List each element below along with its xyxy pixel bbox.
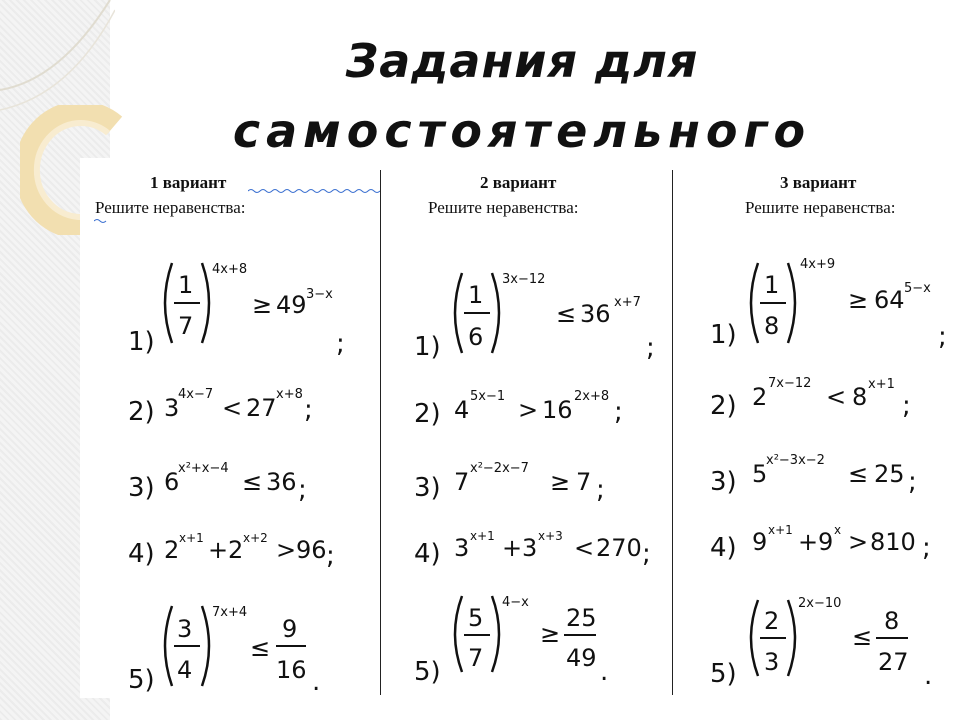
exponent: x+7 (614, 295, 641, 310)
task-number: 1) (128, 327, 155, 357)
base: 2 (752, 383, 768, 411)
task-number: 1) (414, 332, 441, 362)
relation-sign: ≥ (252, 291, 273, 319)
exponent: 4x+8 (212, 262, 248, 277)
base: 2 (164, 536, 180, 564)
exponent: x²+x−4 (178, 461, 229, 476)
fraction-denominator: 3 (764, 648, 780, 676)
fraction-numerator: 25 (566, 604, 597, 632)
terminator: ; (938, 322, 947, 352)
page-title-line-1: Задания для (345, 34, 699, 88)
fraction-denominator: 8 (764, 312, 780, 340)
terminator: ; (908, 467, 917, 497)
task-number: 2) (414, 399, 441, 429)
variant-2-tasks (414, 272, 655, 687)
exponent: 7x+4 (212, 605, 248, 620)
fraction-numerator: 1 (764, 271, 780, 299)
task-number: 1) (710, 320, 737, 350)
terminator: ; (596, 475, 605, 505)
left-paren (165, 263, 172, 343)
fraction-numerator: 2 (764, 607, 780, 635)
variant-1-heading: 1 вариант (150, 173, 227, 192)
task-number: 3) (128, 473, 155, 503)
left-paren (751, 263, 758, 343)
exponent: 3x−12 (502, 272, 546, 287)
right-hand-side: 810 (870, 528, 916, 556)
exponent: 4x−7 (178, 387, 214, 402)
relation-sign: > (276, 536, 297, 564)
task-number: 2) (128, 397, 155, 427)
task-number: 4) (710, 533, 737, 563)
base: 2 (228, 536, 244, 564)
fraction-numerator: 3 (177, 615, 193, 643)
fraction-numerator: 8 (884, 607, 900, 635)
relation-sign: ≤ (242, 468, 263, 496)
fraction-numerator: 1 (468, 281, 484, 309)
base: 6 (164, 468, 180, 496)
task-number: 5) (414, 657, 441, 687)
right-paren (788, 600, 795, 676)
right-paren (788, 263, 795, 343)
exponent: x+1 (179, 531, 204, 545)
exponent: x+1 (768, 523, 793, 537)
base: 7 (454, 468, 470, 496)
terminator: . (924, 661, 933, 691)
terminator: ; (326, 541, 335, 571)
base: 3 (164, 394, 180, 422)
left-paren (455, 273, 462, 353)
right-paren (492, 596, 499, 672)
terminator: . (600, 657, 609, 687)
fraction-numerator: 5 (468, 604, 484, 632)
base: 27 (246, 394, 277, 422)
fraction-denominator: 49 (566, 644, 597, 672)
terminator: ; (304, 395, 313, 425)
variant-3-heading: 3 вариант (780, 173, 857, 192)
exponent: 5−x (904, 281, 931, 296)
fraction-denominator: 4 (177, 656, 193, 684)
exponent: x²−3x−2 (766, 453, 825, 468)
exponent: 3−x (306, 287, 333, 302)
variant-3-tasks (710, 257, 947, 691)
variant-2-heading: 2 вариант (480, 173, 557, 192)
terminator: ; (902, 391, 911, 421)
exponent: 4x+9 (800, 257, 836, 272)
fraction-denominator: 16 (276, 656, 307, 684)
terminator: . (312, 667, 321, 697)
page-title-line-2: самостоятельного (232, 104, 812, 158)
base: 9 (752, 528, 768, 556)
exponent: 7x−12 (768, 376, 812, 391)
exponent: x+1 (470, 529, 495, 543)
task-number: 3) (414, 473, 441, 503)
terminator: ; (646, 333, 655, 363)
right-hand-side: 270 (596, 534, 642, 562)
fraction-denominator: 7 (468, 644, 484, 672)
right-paren (492, 273, 499, 353)
fraction-numerator: 9 (282, 615, 298, 643)
relation-sign: ≥ (550, 468, 571, 496)
terminator: ; (922, 533, 931, 563)
task-number: 5) (128, 665, 155, 695)
exponent: x+3 (538, 529, 563, 543)
left-paren (751, 600, 758, 676)
right-hand-side: 96 (296, 536, 327, 564)
exponent: x (834, 523, 842, 537)
base: 5 (752, 460, 768, 488)
variant-3-instruction: Решите неравенства: (745, 198, 896, 217)
exponent: x+8 (276, 387, 303, 402)
base: 16 (542, 396, 573, 424)
task-number: 2) (710, 391, 737, 421)
exponent: x+1 (868, 377, 895, 392)
exponent: 4−x (502, 595, 529, 610)
base: 9 (818, 528, 834, 556)
fraction-denominator: 6 (468, 323, 484, 351)
terminator: ; (614, 397, 623, 427)
fraction-denominator: 27 (878, 648, 909, 676)
left-paren (165, 606, 172, 686)
relation-sign: ≤ (852, 623, 873, 651)
relation-sign: ≥ (540, 620, 561, 648)
fraction-numerator: 1 (178, 271, 194, 299)
exponent: 2x−10 (798, 596, 842, 611)
left-paren (455, 596, 462, 672)
task-number: 5) (710, 659, 737, 689)
variant-2-instruction: Решите неравенства: (428, 198, 579, 217)
task-number: 3) (710, 467, 737, 497)
plus-sign: + (208, 536, 229, 564)
base: 64 (874, 286, 905, 314)
plus-sign: + (502, 534, 523, 562)
exponent: x+2 (243, 531, 268, 545)
terminator: ; (298, 475, 307, 505)
relation-sign: < (574, 534, 595, 562)
relation-sign: ≥ (848, 286, 869, 314)
plus-sign: + (798, 528, 819, 556)
right-hand-side: 7 (576, 468, 592, 496)
exponent: x²−2x−7 (470, 461, 529, 476)
base: 36 (580, 300, 611, 328)
variant-1-tasks (128, 262, 345, 697)
task-number: 4) (128, 539, 155, 569)
relation-sign: < (222, 394, 243, 422)
relation-sign: ≤ (250, 634, 271, 662)
right-paren (202, 606, 209, 686)
right-hand-side: 36 (266, 468, 297, 496)
relation-sign: < (826, 383, 847, 411)
variant-1-instruction: Решите неравенства: (95, 198, 246, 217)
relation-sign: ≤ (556, 300, 577, 328)
fraction-denominator: 7 (178, 312, 194, 340)
task-number: 4) (414, 539, 441, 569)
exponent: 2x+8 (574, 389, 610, 404)
right-hand-side: 25 (874, 460, 905, 488)
terminator: ; (336, 329, 345, 359)
right-paren (202, 263, 209, 343)
base: 4 (454, 396, 470, 424)
base: 3 (454, 534, 470, 562)
relation-sign: ≤ (848, 460, 869, 488)
relation-sign: > (518, 396, 539, 424)
exponent: 5x−1 (470, 389, 506, 404)
base: 49 (276, 291, 307, 319)
terminator: ; (642, 539, 651, 569)
relation-sign: > (848, 528, 869, 556)
base: 8 (852, 383, 868, 411)
base: 3 (522, 534, 538, 562)
